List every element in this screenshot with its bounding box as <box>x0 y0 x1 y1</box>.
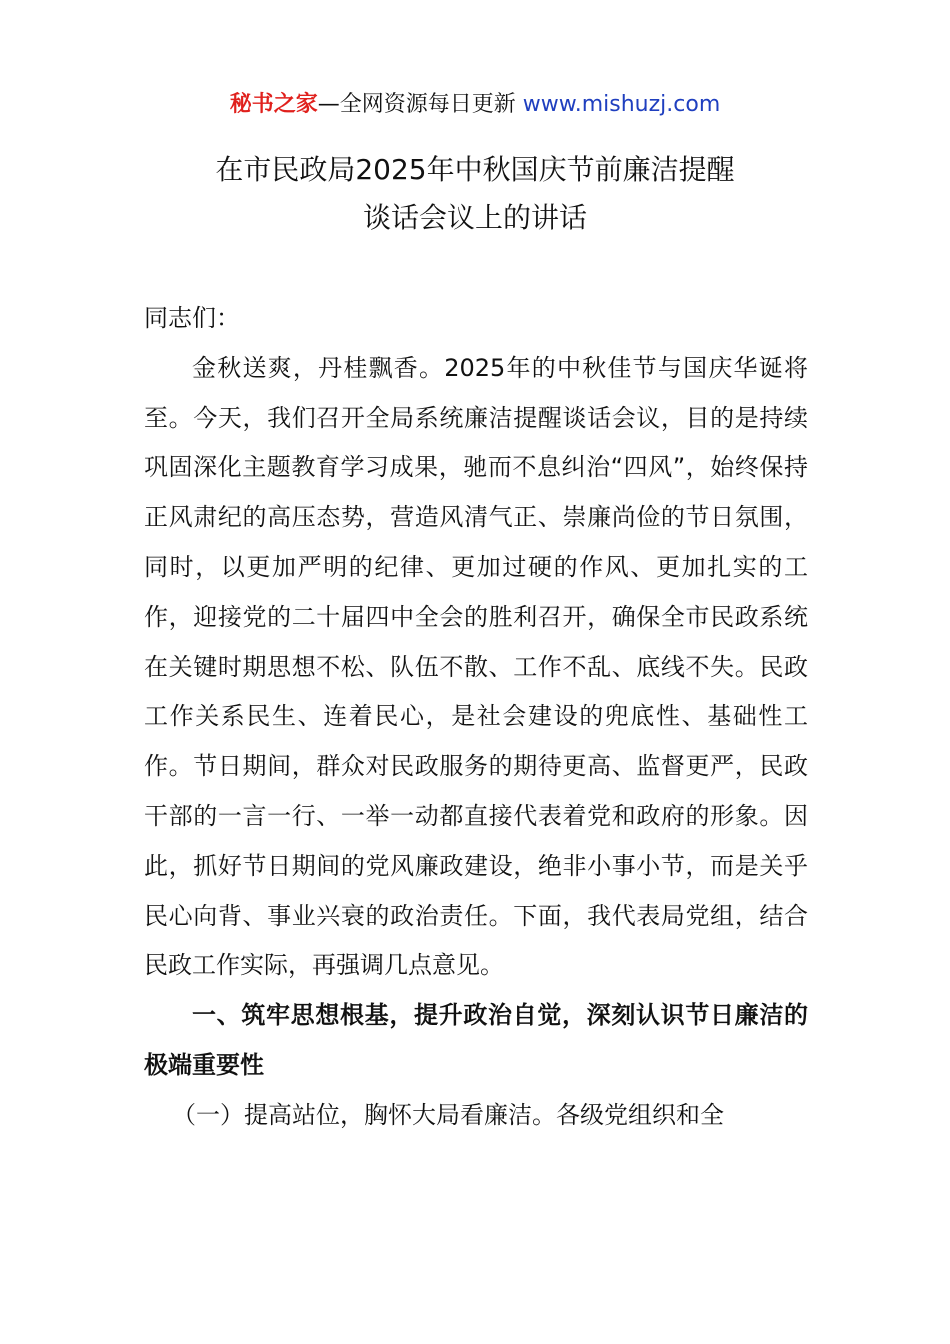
salutation: 同志们： <box>144 304 240 332</box>
opening-paragraph: 金秋送爽，丹桂飘香。2025年的中秋佳节与国庆华诞将至。今天，我们召开全局系统廉洁提醒谈话会议，目的是持续巩固深化主题教育学习成果，驰而不息纠治“四风”，始终保持正风肃纪的高压态势，营造风清气正、崇廉尚俭的节日氛围，同时，以更加严明的纪律、更加过硬的作风、更加扎实的工作，迎接党的二十届四中全会的胜利召开，确保全市民政系统在关键时期思想不松、队伍不散、工作不乱、底线不失。民政工作关系民生、连着民心，是社会建设的兜底性、基础性工作。节日期间，群众对民政服务的期待更高、监督更严，民政干部的一言一行、一举一动都直接代表着党和政府的形象。因此，抓好节日期间的党风廉政建设，绝非小事小节，而是关乎民心向背、事业兴衰的政治责任。下面，我代表局党组，结合民政工作实际，再强调几点意见。 <box>144 353 808 980</box>
section-heading-1: 一、筑牢思想根基，提升政治自觉，深刻认识节日廉洁的极端重要性 <box>144 1001 808 1079</box>
title-line-1: 在市民政局2025年中秋国庆节前廉洁提醒 <box>215 153 735 186</box>
site-url-link[interactable]: www.mishuzj.com <box>522 92 721 117</box>
document-body <box>144 294 808 1141</box>
document-title <box>0 146 950 242</box>
subsection-1: （一）提高站位，胸怀大局看廉洁。各级党组织和全 <box>172 1100 724 1129</box>
header-dash: — <box>317 92 340 117</box>
site-header <box>0 88 950 122</box>
header-tagline: 全网资源每日更新 <box>339 92 516 117</box>
title-line-2: 谈话会议上的讲话 <box>362 201 587 234</box>
brand-name: 秘书之家 <box>229 92 318 117</box>
